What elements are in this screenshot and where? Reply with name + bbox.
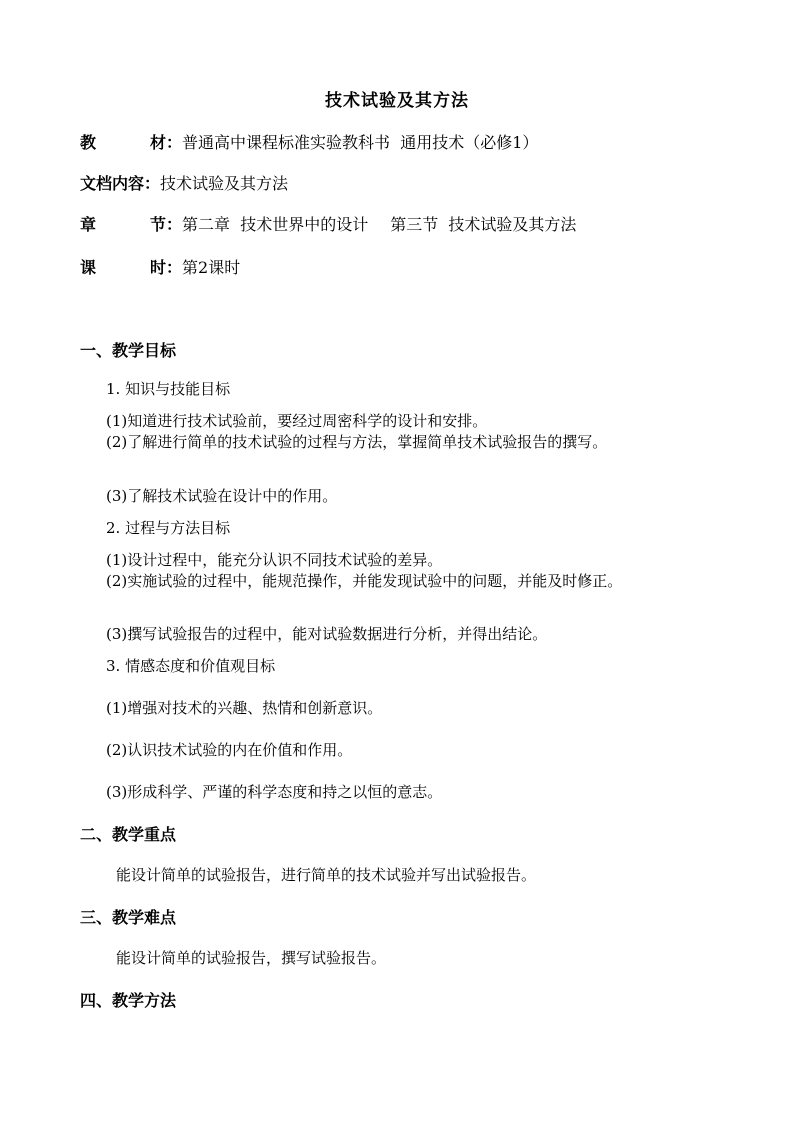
key-point-text: 能设计简单的试验报告，进行简单的技术试验并写出试验报告。 (116, 866, 537, 884)
meta-chapter (80, 212, 576, 235)
doc-label: 文档内容 (80, 174, 145, 193)
section-value: 第三节 技术试验及其方法 (390, 215, 577, 234)
goal-item: (3)形成科学、严谨的科学态度和持之以恒的意志。 (106, 783, 443, 801)
chapter-label: 章节 (80, 215, 166, 234)
textbook-label: 教材 (80, 133, 166, 152)
goal-knowledge-title: 1. 知识与技能目标 (106, 380, 231, 398)
goal-item: (2)认识技术试验的内在价值和作用。 (106, 741, 353, 759)
colon: ： (166, 133, 183, 152)
section-heading-key-points: 二、教学重点 (80, 825, 177, 844)
goal-item: (1)增强对技术的兴趣、热情和创新意识。 (106, 699, 383, 717)
goal-item: (3)了解技术试验在设计中的作用。 (106, 487, 338, 505)
meta-doc-content (80, 171, 288, 194)
textbook-value: 普通高中课程标准实验教科书 通用技术（必修1） (182, 133, 539, 152)
period-label: 课时 (80, 258, 166, 277)
period-value: 第2课时 (182, 258, 241, 277)
section-heading-methods: 四、教学方法 (80, 991, 177, 1010)
section-heading-objectives: 一、教学目标 (80, 341, 177, 360)
document-title: 技术试验及其方法 (325, 91, 469, 111)
goal-item: (1)知道进行技术试验前，要经过周密科学的设计和安排。 (106, 412, 488, 430)
goal-item-wrapped: (2)了解进行简单的技术试验的过程与方法，掌握简单技术试验报告的撰写。 (106, 433, 608, 451)
colon: ： (166, 258, 183, 277)
goal-item: (1)设计过程中，能充分认识不同技术试验的差异。 (106, 551, 443, 569)
colon: ： (144, 174, 161, 193)
meta-period (80, 255, 240, 278)
section-heading-difficulties: 三、教学难点 (80, 908, 177, 927)
goal-process-title: 2. 过程与方法目标 (106, 519, 231, 537)
difficulty-text: 能设计简单的试验报告，撰写试验报告。 (116, 949, 387, 967)
goal-item: (3)撰写试验报告的过程中，能对试验数据进行分析，并得出结论。 (106, 625, 548, 643)
meta-textbook (80, 130, 538, 153)
colon: ： (166, 215, 183, 234)
chapter-value: 第二章 技术世界中的设计 (182, 215, 369, 234)
goal-attitude-title: 3. 情感态度和价值观目标 (106, 657, 276, 675)
goal-item-wrapped: (2)实施试验的过程中，能规范操作，并能发现试验中的问题，并能及时修正。 (106, 572, 623, 590)
doc-value: 技术试验及其方法 (160, 174, 289, 193)
